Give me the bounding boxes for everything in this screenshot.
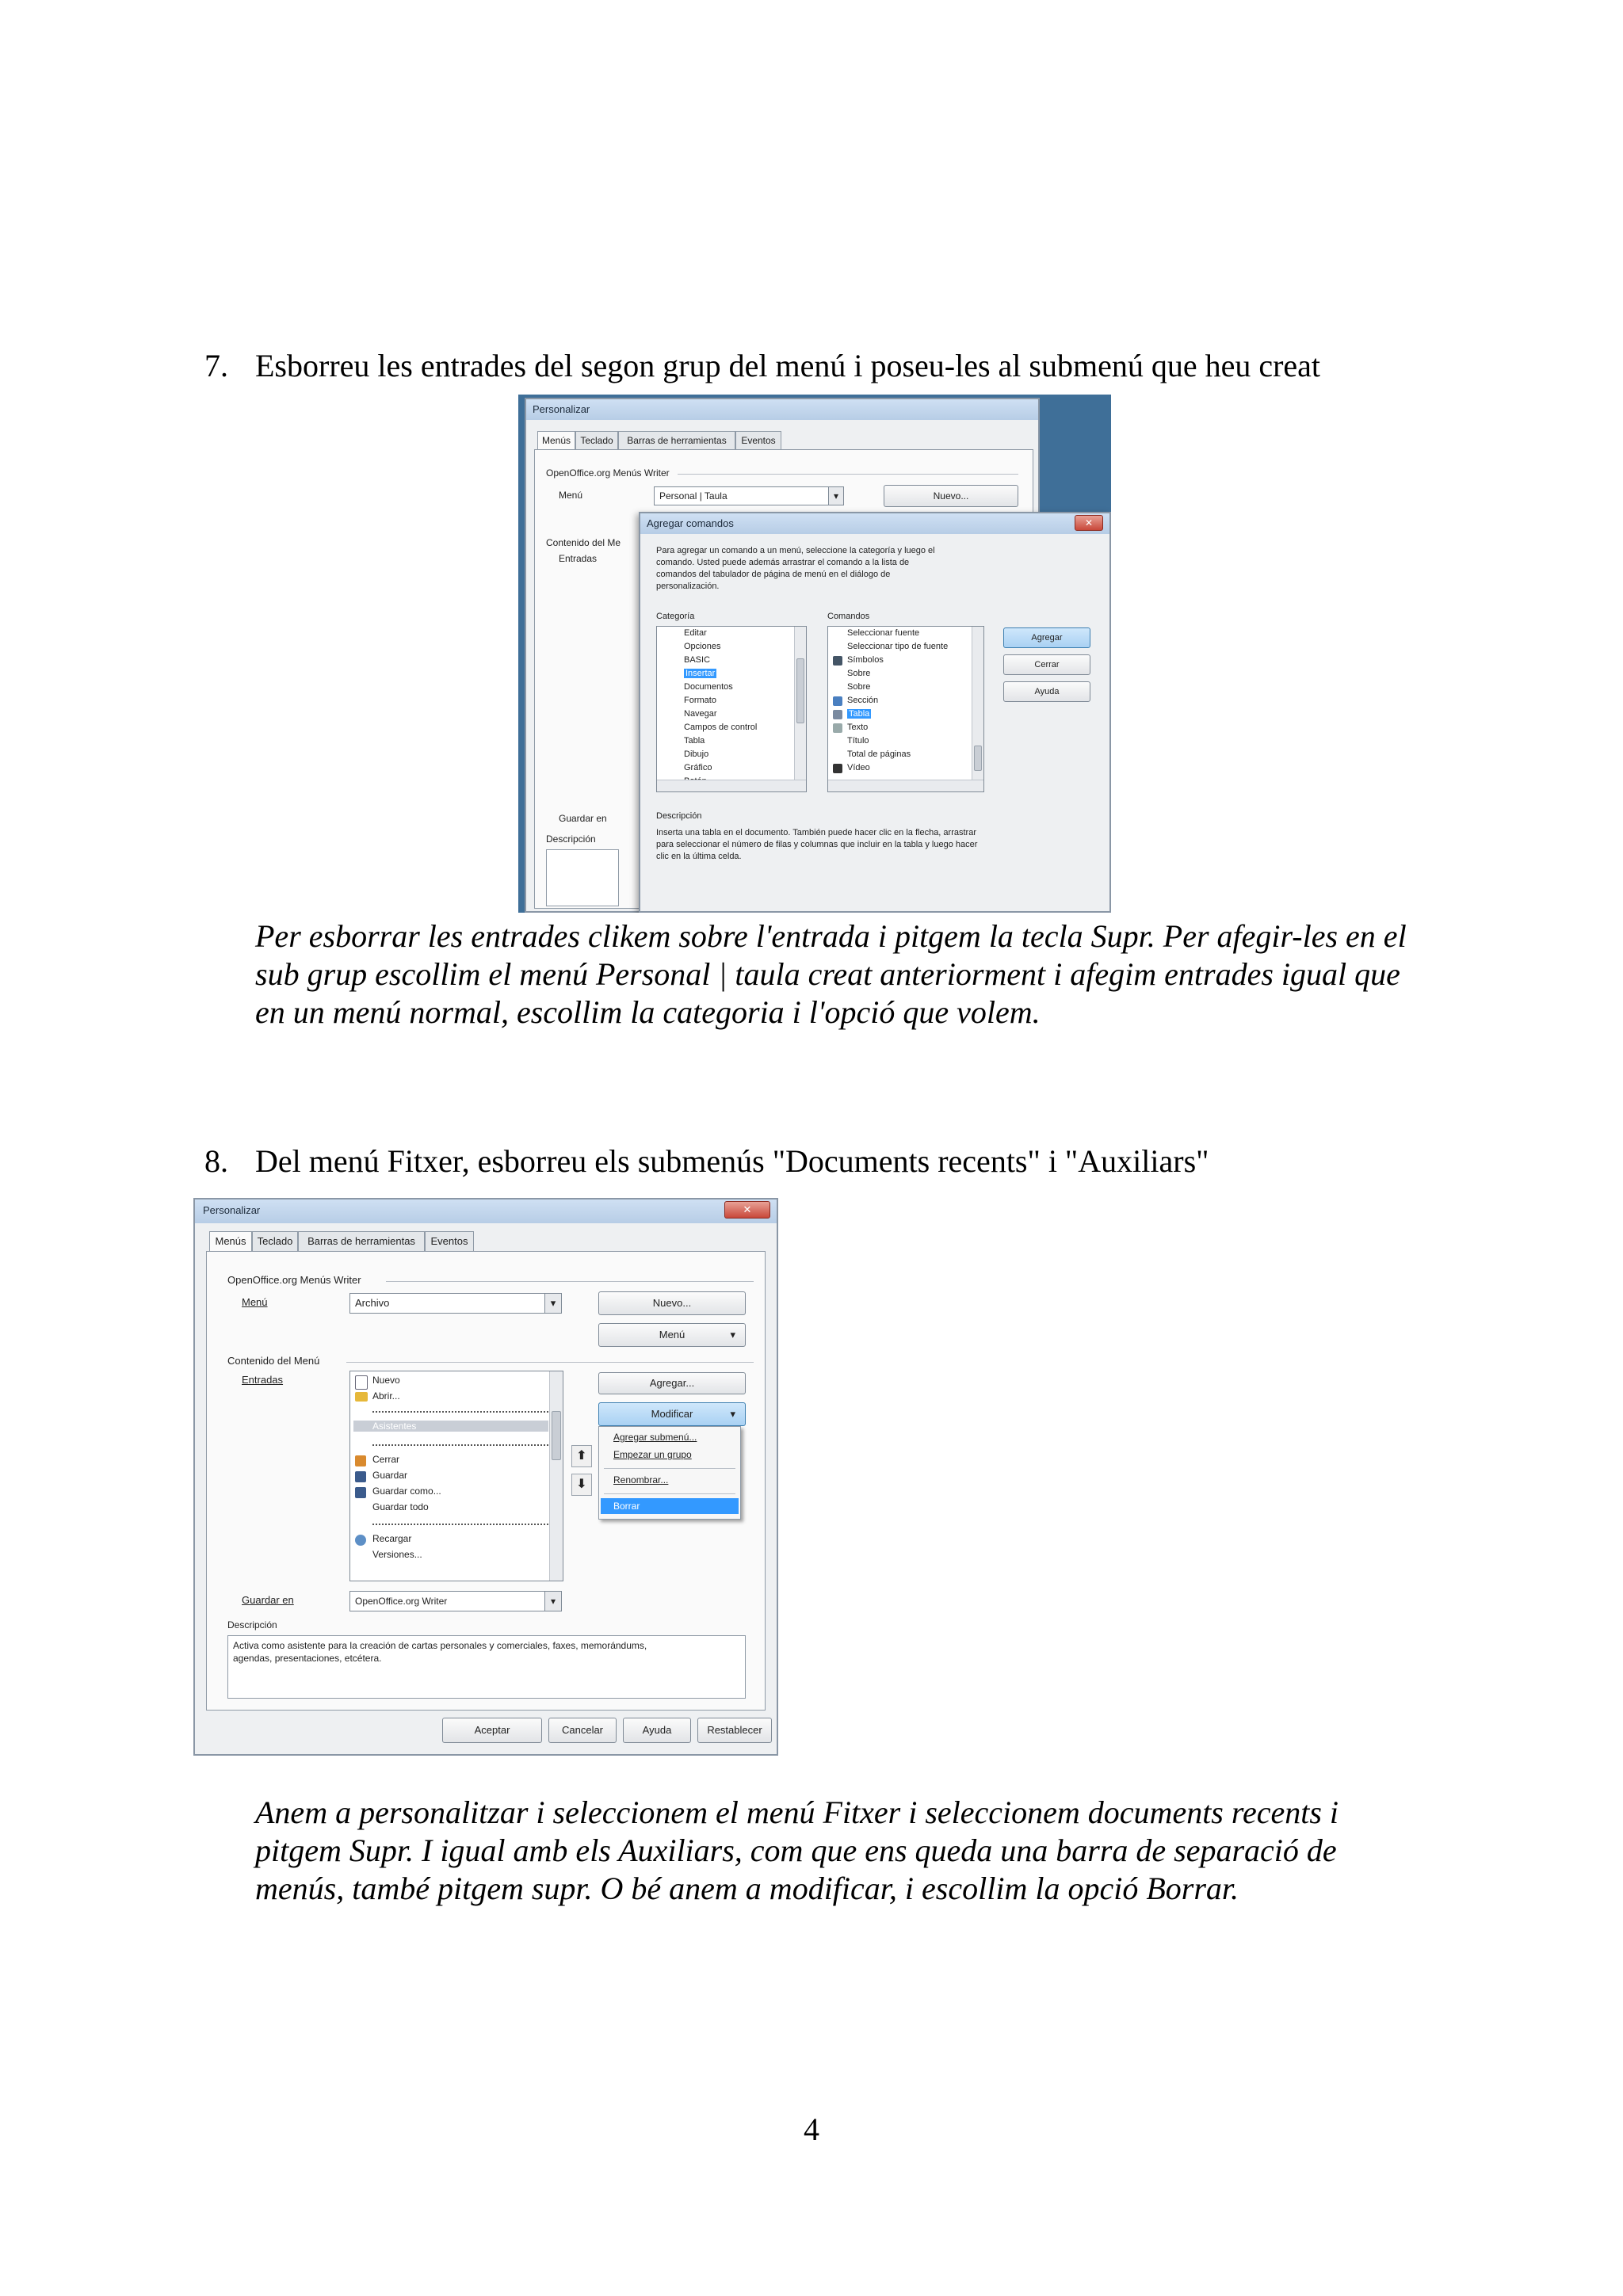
separator [372,1524,552,1525]
table-icon [833,710,842,719]
window-title: Personalizar [203,1204,261,1216]
list-item[interactable]: Formato [684,696,716,705]
symbol-icon [833,656,842,666]
list-item[interactable]: Símbolos [847,655,884,665]
video-icon [833,764,842,773]
add-description-label: Descripción [656,811,702,821]
help-button[interactable]: Ayuda [1003,681,1090,702]
list-item[interactable]: Sobre [847,682,871,692]
list-item[interactable]: Documentos [684,682,733,692]
add-commands-title-bar [640,513,1109,534]
list-item[interactable]: BASIC [684,655,711,665]
list-item[interactable]: Opciones [684,642,721,651]
commands-scrollbar[interactable] [972,627,983,780]
close-button[interactable]: Cerrar [1003,654,1090,675]
separator [372,1444,552,1446]
menu-item-rename[interactable]: Renombrar... [613,1474,669,1486]
chevron-down-icon: ▾ [730,1329,735,1341]
list-item[interactable]: Navegar [684,709,717,719]
step-number: 8. [204,1143,228,1179]
list-item[interactable]: Vídeo [847,763,870,772]
menu-select-value: Archivo [355,1297,390,1309]
add-commands-intro: Para agregar un comando a un menú, seleccione la categoría y luego el comando. Usted puede además arrastrar el comando a la lista de comandos del tabulador de página de menú en el diálogo de personalización. [656,546,935,591]
add-button[interactable]: Agregar... [598,1372,746,1394]
chevron-down-icon[interactable]: ▾ [544,1592,561,1611]
tab-menus[interactable]: Menús [537,431,575,450]
list-item[interactable]: Editar [684,628,707,638]
step-text: Del menú Fitxer, esborreu els submenús "Documents recents" i "Auxiliars" [255,1143,1209,1179]
modify-dropdown-menu [598,1426,741,1520]
note-line: Per esborrar les entrades clikem sobre l'entrada i pitgem la tecla Supr. Per afegir-les en el [255,918,1407,954]
close-icon[interactable]: ✕ [1075,515,1103,531]
list-item-selected[interactable]: Insertar [685,669,716,678]
chevron-down-icon[interactable]: ▾ [544,1294,561,1313]
step-7-heading [204,347,1472,387]
save-in-label: Guardar en [242,1594,294,1606]
note-line: menús, també pitgem supr. O bé anem a modificar, i escollim la opció Borrar. [255,1871,1239,1906]
list-item[interactable]: Total de páginas [847,749,911,759]
group-line [386,1281,754,1282]
tab-panel [206,1251,766,1711]
move-up-icon[interactable]: ⬆ [571,1445,592,1467]
new-button[interactable]: Nuevo... [884,485,1018,507]
menu-select[interactable] [654,486,844,505]
open-folder-icon [355,1392,368,1402]
scroll-thumb[interactable] [796,658,804,723]
entries-list[interactable] [349,1371,563,1581]
description-box: Activa como asistente para la creación de cartas personales y comerciales, faxes, memorándums, agendas, presentaciones, etcétera. [227,1635,746,1699]
content-label: Contenido del Menú [227,1355,320,1367]
step-8-heading [204,1142,1472,1182]
tab-events[interactable]: Eventos [425,1231,474,1252]
horizontal-scrollbar[interactable] [828,780,983,791]
list-item[interactable]: Guardar como... [372,1486,441,1497]
list-item[interactable]: Guardar todo [372,1501,429,1512]
list-item-selected[interactable]: Tabla [849,709,870,719]
new-document-icon [355,1375,368,1390]
save-icon [355,1471,366,1482]
reload-icon [355,1535,366,1546]
category-scrollbar[interactable] [794,627,806,780]
note-line: en un menú normal, escollim la categoria i l'opció que volem. [255,994,1041,1030]
tab-toolbars[interactable]: Barras de herramientas [618,431,735,450]
save-in-value: OpenOffice.org Writer [355,1596,448,1607]
group-label-menus: OpenOffice.org Menús Writer [227,1274,361,1286]
save-in-label: Guardar en [559,813,607,824]
list-item[interactable]: Seleccionar fuente [847,628,920,638]
content-label: Contenido del Me [546,537,621,548]
step-8-note [255,1794,1491,1908]
add-commands-title: Agregar comandos [647,517,734,529]
entries-scrollbar[interactable] [549,1371,563,1581]
menu-label: Menú [559,490,583,501]
list-item[interactable]: Recargar [372,1533,412,1544]
scroll-thumb[interactable] [552,1411,561,1460]
menu-label: Menú [242,1296,268,1308]
list-item[interactable]: Seleccionar tipo de fuente [847,642,949,651]
add-commands-dialog [639,512,1111,913]
list-item[interactable]: Campos de control [684,723,758,732]
list-item[interactable]: Sobre [847,669,871,678]
save-as-icon [355,1487,366,1498]
note-line: Anem a personalitzar i seleccionem el menú Fitxer i seleccionem documents recents i [255,1794,1339,1830]
menu-item-add-submenu[interactable]: Agregar submenú... [613,1432,697,1443]
tab-events[interactable]: Eventos [735,431,781,450]
step-text: Esborreu les entrades del segon grup del menú i poseu-les al submenú que heu creat [255,348,1321,383]
page-number: 4 [804,2111,819,2147]
add-description-text: Inserta una tabla en el documento. También puede hacer clic en la flecha, arrastrar para seleccionar el número de filas y columnas que incluir en la tabla y luego hacer clic en la última celda. [656,828,978,861]
list-item[interactable]: Nuevo [372,1375,400,1386]
entries-label: Entradas [559,553,598,564]
group-label-menus: OpenOffice.org Menús Writer [546,467,670,479]
add-button[interactable]: Agregar [1003,627,1090,648]
list-item[interactable]: Guardar [372,1470,408,1481]
horizontal-scrollbar[interactable] [657,780,806,791]
menu-item-begin-group[interactable]: Empezar un grupo [613,1449,692,1460]
list-item[interactable]: Texto [847,723,869,732]
close-icon[interactable]: ✕ [724,1201,770,1219]
group-line [678,474,1018,475]
category-list[interactable] [656,626,807,792]
cancel-button[interactable]: Cancelar [548,1718,617,1743]
text-icon [833,723,842,733]
screenshot-customize-dialog-1 [518,395,1111,913]
list-item[interactable]: Gráfico [684,763,712,772]
menu-item-delete[interactable]: Borrar [601,1498,739,1514]
list-item[interactable]: Cerrar [372,1454,400,1465]
list-item[interactable]: Dibujo [684,749,709,759]
menu-separator [604,1468,735,1469]
commands-label: Comandos [827,612,870,621]
step-7-note [255,917,1491,1032]
note-line: sub grup escollim el menú Personal | taula creat anteriorment i afegim entrades igual que [255,956,1400,992]
description-box [546,849,619,906]
list-item-selected[interactable]: Asistentes [353,1421,548,1432]
screenshot-customize-dialog-2 [193,1198,778,1756]
move-down-icon[interactable]: ⬇ [571,1474,592,1496]
menu-button[interactable]: Menú ▾ [598,1323,746,1347]
modify-button[interactable]: Modificar ▾ [598,1402,746,1426]
menu-select[interactable] [349,1293,562,1314]
list-item[interactable]: Abrir... [372,1390,400,1402]
list-item[interactable]: Sección [847,696,879,705]
entries-label: Entradas [242,1374,284,1386]
help-button[interactable]: Ayuda [623,1718,691,1743]
tab-keyboard[interactable]: Teclado [575,431,618,450]
chevron-down-icon: ▾ [730,1408,735,1420]
list-item[interactable]: Título [847,736,869,746]
list-item[interactable]: Versiones... [372,1549,422,1560]
title-bar [526,399,1038,420]
ok-button[interactable]: Aceptar [442,1718,542,1743]
group-line [346,1362,754,1363]
step-number: 7. [204,348,228,383]
description-label: Descripción [546,833,596,845]
save-in-select[interactable] [349,1591,562,1611]
tab-keyboard[interactable]: Teclado [252,1231,298,1252]
close-document-icon [355,1455,366,1466]
window-title: Personalizar [533,403,590,415]
description-label: Descripción [227,1619,277,1630]
list-item[interactable]: Tabla [684,736,705,746]
tab-menus[interactable]: Menús [209,1231,252,1252]
menu-separator [604,1493,735,1494]
title-bar [195,1199,777,1223]
scroll-thumb[interactable] [974,746,982,771]
section-icon [833,696,842,706]
separator [372,1411,552,1413]
chevron-down-icon[interactable]: ▾ [828,487,843,505]
new-button[interactable]: Nuevo... [598,1291,746,1315]
reset-button[interactable]: Restablecer [697,1718,772,1743]
commands-list[interactable] [827,626,984,792]
menu-select-value: Personal | Taula [659,490,727,502]
category-label: Categoría [656,612,695,621]
note-line: pitgem Supr. I igual amb els Auxiliars, com que ens queda una barra de separació de [255,1833,1337,1868]
tab-toolbars[interactable]: Barras de herramientas [298,1231,425,1252]
